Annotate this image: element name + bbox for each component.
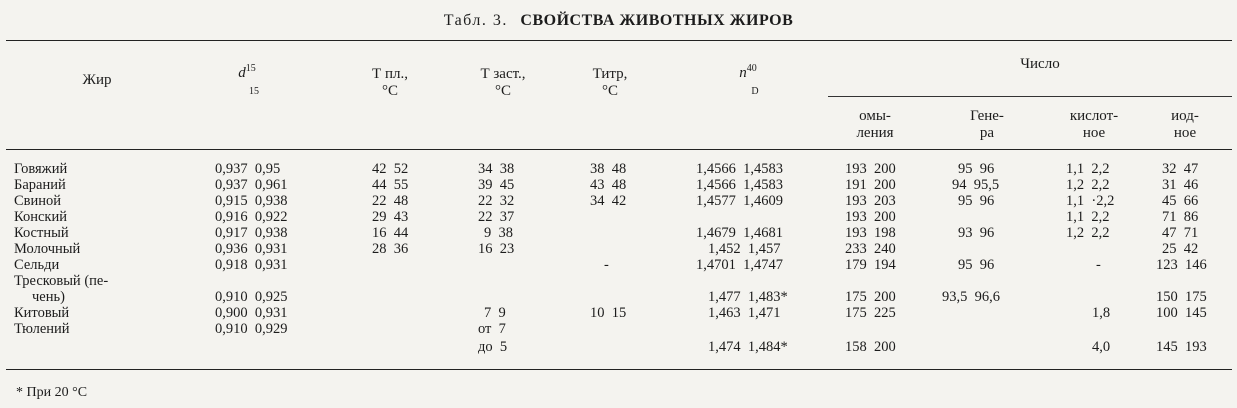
cell-fat: Бараний [14, 177, 66, 193]
cell-density: 0,910 0,929 [215, 321, 288, 337]
cell-melting: 42 52 [372, 161, 409, 177]
header-number-group: Число [1020, 56, 1060, 72]
cell-saponification: 175 225 [845, 305, 896, 321]
cell-hehner: 93 96 [958, 225, 995, 241]
cell-saponification: 193 200 [845, 161, 896, 177]
cell-iodine: 45 66 [1162, 193, 1199, 209]
cell-refraction: 1,4701 1,4747 [696, 257, 783, 273]
cell-titer: 43 48 [590, 177, 627, 193]
cell-refraction: 1,477 1,483* [708, 289, 788, 305]
cell-saponification: 158 200 [845, 339, 896, 355]
header-solidification: Т заст., °С [480, 66, 526, 99]
cell-refraction: 1,4566 1,4583 [696, 177, 783, 193]
cell-refraction: 1,452 1,457 [708, 241, 781, 257]
top-rule [6, 40, 1232, 41]
header-titer: Титр, °С [592, 66, 628, 99]
cell-saponification: 233 240 [845, 241, 896, 257]
cell-density: 0,937 0,95 [215, 161, 281, 177]
cell-refraction: 1,4679 1,4681 [696, 225, 783, 241]
cell-fat: Говяжий [14, 161, 68, 177]
cell-fat: Молочный [14, 241, 81, 257]
cell-iodine: 145 193 [1156, 339, 1207, 355]
cell-iodine: 150 175 [1156, 289, 1207, 305]
cell-acid: 1,2 2,2 [1066, 177, 1110, 193]
cell-fat: Конский [14, 209, 67, 225]
cell-hehner: 93,5 96,6 [942, 289, 1000, 305]
cell-refraction: 1,4577 1,4609 [696, 193, 783, 209]
cell-acid: 1,8 [1092, 305, 1111, 321]
table-row [0, 340, 1237, 355]
cell-saponification: 175 200 [845, 289, 896, 305]
cell-titer: - [604, 257, 609, 273]
cell-acid: 1,1 2,2 [1066, 161, 1110, 177]
cell-fat: Костный [14, 225, 69, 241]
header-hehner: Гене- ра [970, 108, 1004, 141]
footnote: * При 20 °С [16, 385, 88, 400]
cell-iodine: 25 42 [1162, 241, 1199, 257]
cell-density: 0,915 0,938 [215, 193, 288, 209]
cell-density: 0,917 0,938 [215, 225, 288, 241]
table-row [0, 178, 1237, 193]
cell-solidification: 39 45 [478, 177, 515, 193]
table-row [0, 162, 1237, 177]
header-acid: кислот- ное [1069, 108, 1119, 141]
cell-acid: 1,2 2,2 [1066, 225, 1110, 241]
cell-iodine: 100 145 [1156, 305, 1207, 321]
cell-fat: Тресковый (пе- [14, 273, 109, 289]
cell-solidification: 16 23 [478, 241, 515, 257]
cell-melting: 22 48 [372, 193, 409, 209]
cell-solidification: 7 9 [484, 305, 506, 321]
cell-fat: Тюлений [14, 321, 70, 337]
table-row [0, 242, 1237, 257]
cell-density: 0,900 0,931 [215, 305, 288, 321]
cell-refraction: 1,474 1,484* [708, 339, 788, 355]
cell-acid: 1,1 ·2,2 [1066, 193, 1115, 209]
cell-fat: чень) [32, 289, 65, 305]
table-row [0, 306, 1237, 321]
cell-fat: Сельди [14, 257, 60, 273]
cell-density: 0,937 0,961 [215, 177, 288, 193]
cell-titer: 34 42 [590, 193, 627, 209]
cell-fat: Свиной [14, 193, 62, 209]
cell-saponification: 191 200 [845, 177, 896, 193]
cell-refraction: 1,4566 1,4583 [696, 161, 783, 177]
group-rule [828, 96, 1232, 97]
table-row [0, 226, 1237, 241]
cell-melting: 44 55 [372, 177, 409, 193]
header-fat: Жир [82, 72, 112, 88]
cell-acid: - [1096, 257, 1101, 273]
cell-hehner: 95 96 [958, 257, 995, 273]
table-row [0, 194, 1237, 209]
cell-solidification: от 7 [478, 321, 506, 337]
cell-density: 0,916 0,922 [215, 209, 288, 225]
table-row [0, 258, 1237, 273]
cell-density: 0,936 0,931 [215, 241, 288, 257]
cell-titer: 38 48 [590, 161, 627, 177]
table-row [0, 274, 1237, 289]
cell-melting: 29 43 [372, 209, 409, 225]
cell-saponification: 179 194 [845, 257, 896, 273]
cell-iodine: 32 47 [1162, 161, 1199, 177]
cell-saponification: 193 200 [845, 209, 896, 225]
cell-hehner: 95 96 [958, 193, 995, 209]
cell-solidification: 22 37 [478, 209, 515, 225]
table-row [0, 210, 1237, 225]
cell-iodine: 71 86 [1162, 209, 1199, 225]
table-row [0, 290, 1237, 305]
cell-titer: 10 15 [590, 305, 627, 321]
cell-hehner: 95 96 [958, 161, 995, 177]
cell-iodine: 47 71 [1162, 225, 1199, 241]
table-number: Табл. 3. [443, 12, 508, 29]
header-saponification: омы- ления [856, 108, 894, 141]
header-refraction: $n^{40}$ D [739, 63, 759, 97]
table-title: СВОЙСТВА ЖИВОТНЫХ ЖИРОВ [520, 12, 794, 29]
cell-acid: 1,1 2,2 [1066, 209, 1110, 225]
cell-iodine: 123 146 [1156, 257, 1207, 273]
cell-hehner: 94 95,5 [952, 177, 1000, 193]
cell-melting: 28 36 [372, 241, 409, 257]
table-caption [0, 12, 1237, 30]
header-iodine: иод- ное [1171, 108, 1199, 141]
header-bottom-rule [6, 149, 1232, 150]
cell-solidification: 34 38 [478, 161, 515, 177]
cell-solidification: 22 32 [478, 193, 515, 209]
cell-fat: Китовый [14, 305, 70, 321]
cell-iodine: 31 46 [1162, 177, 1199, 193]
cell-saponification: 193 198 [845, 225, 896, 241]
cell-density: 0,910 0,925 [215, 289, 288, 305]
cell-density: 0,918 0,931 [215, 257, 288, 273]
cell-refraction: 1,463 1,471 [708, 305, 781, 321]
cell-saponification: 193 203 [845, 193, 896, 209]
table-row [0, 322, 1237, 337]
header-melting: Т пл., °С [372, 66, 408, 99]
cell-acid: 4,0 [1092, 339, 1111, 355]
cell-melting: 16 44 [372, 225, 409, 241]
cell-solidification: до 5 [478, 339, 508, 355]
bottom-rule [6, 369, 1232, 370]
header-density: $d^{15}$ 15 [238, 63, 259, 97]
cell-solidification: 9 38 [484, 225, 513, 241]
